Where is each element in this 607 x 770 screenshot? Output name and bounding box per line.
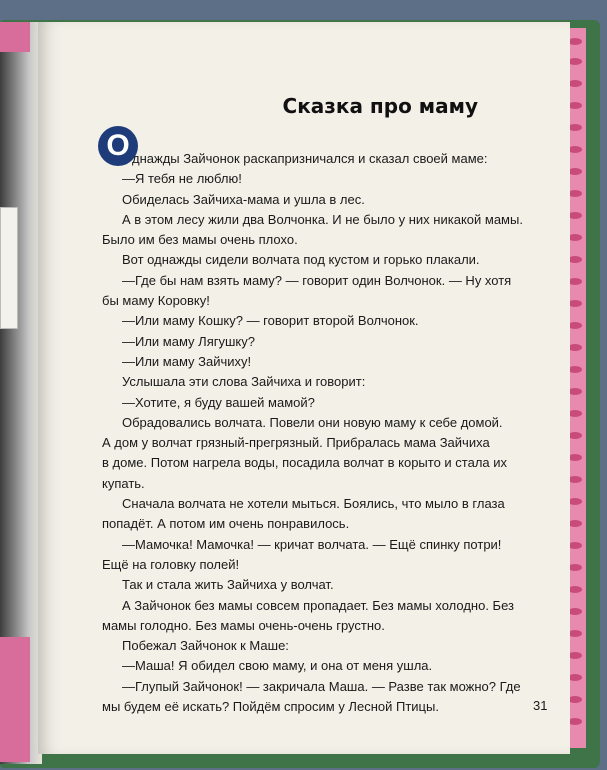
text-line: —Я тебя не люблю! <box>122 171 242 187</box>
pink-strip <box>0 637 30 762</box>
story-text <box>102 149 564 717</box>
text-line: Так и стала жить Зайчиха у волчат. <box>122 577 334 593</box>
text-line: А дом у волчат грязный-прегрязный. Прибралась мама Зайчиха <box>102 435 490 451</box>
page-title: Сказка про маму <box>282 94 478 118</box>
text-line: бы маму Коровку! <box>102 293 210 309</box>
text-line: в доме. Потом нагрела воды, посадила волчат в корыто и стала их <box>102 455 508 471</box>
drop-cap: О <box>98 126 138 166</box>
text-line: Обиделась Зайчиха-мама и ушла в лес. <box>122 191 365 207</box>
left-page-illustration <box>0 22 42 764</box>
text-line: мы будем её искать? Пойдём спросим у Лесной Птицы. <box>102 699 439 715</box>
text-line: Сначала волчата не хотели мыться. Боялись, что мыло в глаза <box>122 496 505 512</box>
text-line: —Глупый Зайчонок! — закричала Маша. — Разве так можно? Где <box>122 678 521 694</box>
text-line: —Хотите, я буду вашей мамой? <box>122 394 315 410</box>
pink-strip <box>0 22 30 52</box>
text-line: Вот однажды сидели волчата под кустом и горько плакали. <box>122 252 480 268</box>
text-line: —Маша! Я обидел свою маму, и она от меня ушла. <box>122 658 433 674</box>
text-line: купать. <box>102 475 145 491</box>
text-line: —Или маму Зайчиху! <box>122 353 252 369</box>
text-line: Было им без мамы очень плохо. <box>102 232 298 248</box>
text-line: днажды Зайчонок раскапризничался и сказал своей маме: <box>132 151 488 166</box>
book-page <box>38 22 570 754</box>
text-line: —Или маму Кошку? — говорит второй Волчонок. <box>122 313 419 329</box>
text-line: А Зайчонок без мамы совсем пропадает. Без мамы холодно. Без <box>122 597 514 613</box>
text-line: —Или маму Лягушку? <box>122 333 255 349</box>
illustration-detail <box>0 207 18 329</box>
text-line: Обрадовались волчата. Повели они новую маму к себе домой. <box>122 414 503 430</box>
text-line: мамы голодно. Без мамы очень-очень грустно. <box>102 617 385 633</box>
text-line: —Мамочка! Мамочка! — кричат волчата. — Ещё спинку потри! <box>122 536 502 552</box>
text-line: Ещё на головку полей! <box>102 556 240 572</box>
text-line: попадёт. А потом им очень понравилось. <box>102 516 350 532</box>
text-line: А в этом лесу жили два Волчонка. И не было у них никакой мамы. <box>122 211 523 227</box>
text-line: —Где бы нам взять маму? — говорит один Волчонок. — Ну хотя <box>122 272 512 288</box>
text-line: Услышала эти слова Зайчиха и говорит: <box>122 374 366 390</box>
page-number: 31 <box>533 698 548 713</box>
text-line: Побежал Зайчонок к Маше: <box>122 638 289 654</box>
